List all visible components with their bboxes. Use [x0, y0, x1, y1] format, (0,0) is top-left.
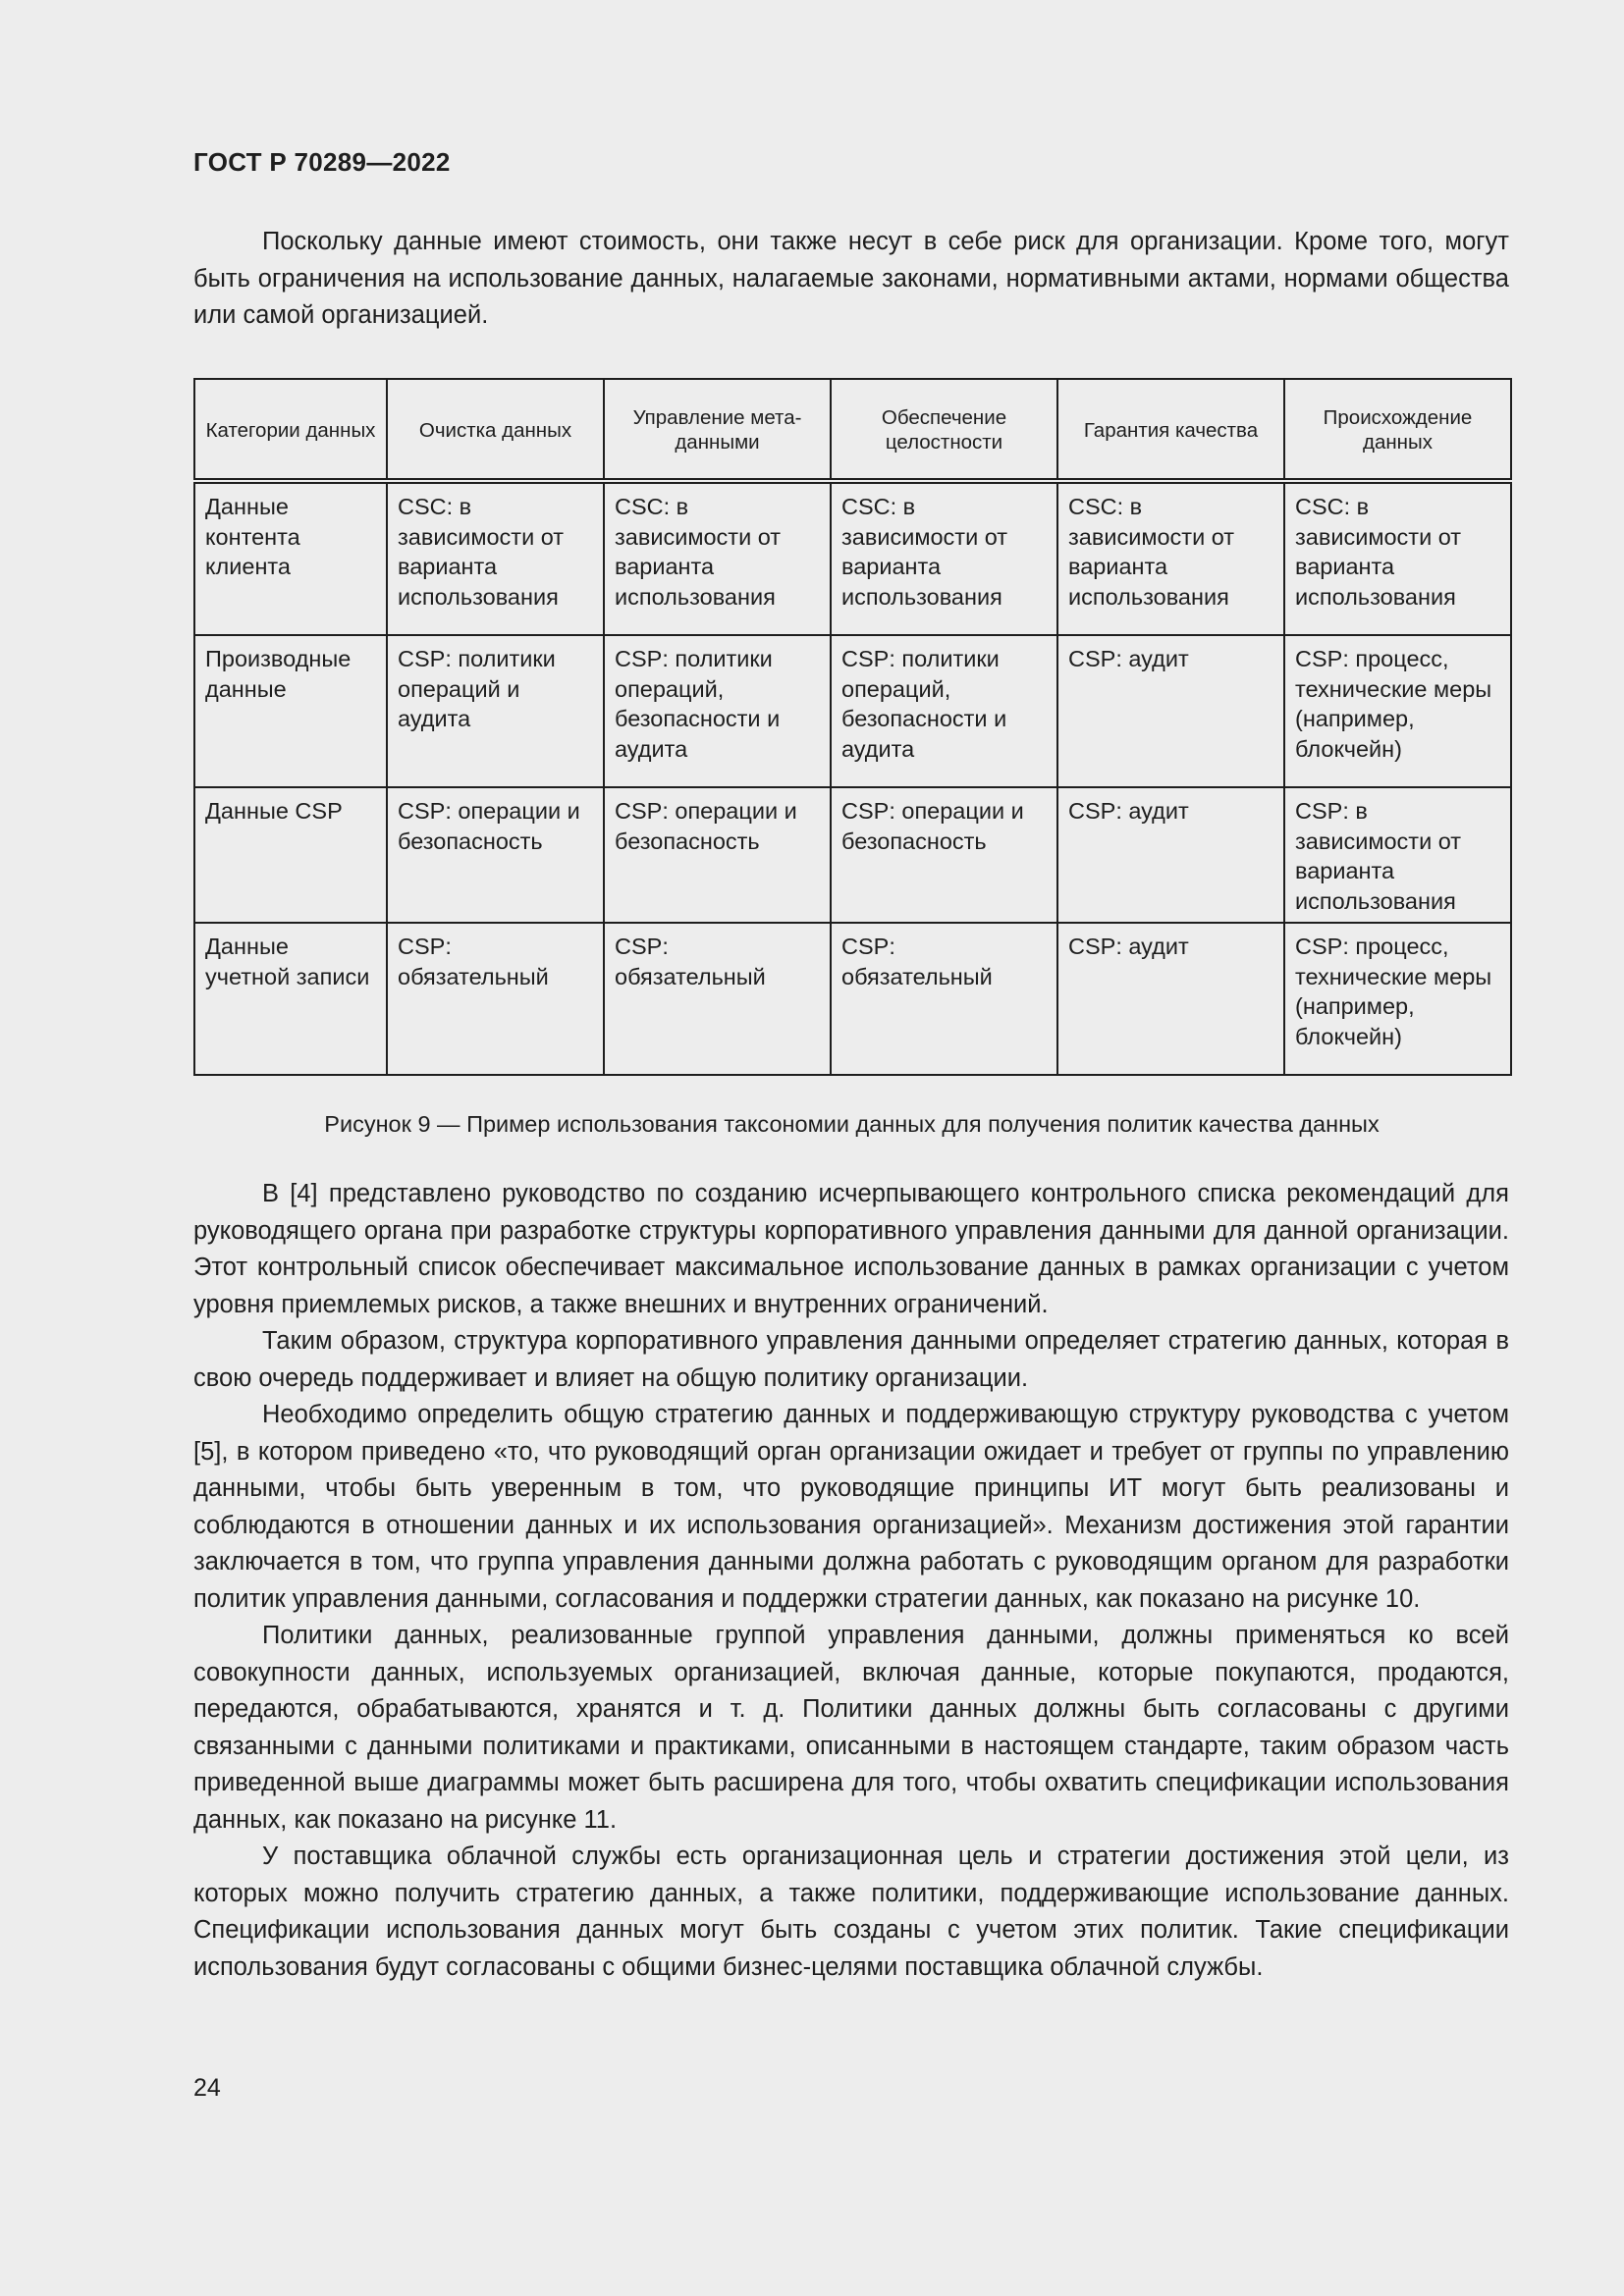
header-cell: Происхождение данных — [1284, 379, 1511, 481]
figure-caption: Рисунок 9 — Пример использования таксономии данных для получения политик качества данных — [324, 1111, 1380, 1137]
table-cell: CSP: операции и безопасность — [604, 787, 831, 923]
category-cell: Данные контента клиента — [194, 481, 387, 635]
body-paragraph: В [4] представлено руководство по созданию исчерпывающего контрольного списка рекомендаций для руководящего органа при разработке структуры корпоративного управления данными для данной организации. Этот контрольный список обеспечивает максимальное использование данных в рамках организации с учетом уровня приемлемых рисков, а также внешних и внутренних ограничений. — [193, 1180, 1509, 1318]
header-cell: Обеспечение целостности — [831, 379, 1057, 481]
intro-paragraph: Поскольку данные имеют стоимость, они также несут в себе риск для организации. Кроме того, могут быть ограничения на использование данных, налагаемые законами, нормативными актами, нормами общества или самой организацией. — [193, 228, 1509, 329]
table-cell: CSP: аудит — [1057, 635, 1284, 787]
table-cell: CSP: политики операций, безопасности и аудита — [604, 635, 831, 787]
table-row — [194, 481, 1511, 635]
table-cell: CSC: в зависимости от варианта использования — [387, 481, 604, 635]
data-taxonomy-table — [193, 378, 1512, 1076]
table-cell: CSP: аудит — [1057, 787, 1284, 923]
table-row — [194, 635, 1511, 787]
header-cell: Гарантия качества — [1057, 379, 1284, 481]
header-cell: Очистка данных — [387, 379, 604, 481]
table-cell: CSP: политики операций и аудита — [387, 635, 604, 787]
body-paragraph: Таким образом, структура корпоративного управления данными определяет стратегию данных, которая в свою очередь поддерживает и влияет на общую политику организации. — [193, 1327, 1509, 1392]
body-text — [193, 1176, 1509, 1986]
table-cell: CSC: в зависимости от варианта использования — [1284, 481, 1511, 635]
table-cell: CSP: операции и безопасность — [831, 787, 1057, 923]
table-header-row — [194, 379, 1511, 481]
table-cell: CSP: аудит — [1057, 923, 1284, 1075]
category-cell: Данные CSP — [194, 787, 387, 923]
document-header: ГОСТ Р 70289—2022 — [193, 147, 451, 177]
header-cell: Управление мета-данными — [604, 379, 831, 481]
table-row — [194, 787, 1511, 923]
table-cell: CSC: в зависимости от варианта использования — [831, 481, 1057, 635]
table-cell: CSP: политики операций, безопасности и аудита — [831, 635, 1057, 787]
table-cell: CSP: обязательный — [387, 923, 604, 1075]
page-number: 24 — [193, 2074, 221, 2102]
table-cell: CSC: в зависимости от варианта использования — [604, 481, 831, 635]
category-cell: Производные данные — [194, 635, 387, 787]
table-cell: CSP: обязательный — [604, 923, 831, 1075]
table-cell: CSC: в зависимости от варианта использования — [1057, 481, 1284, 635]
body-paragraph: Необходимо определить общую стратегию данных и поддерживающую структуру руководства с учетом [5], в котором приведено «то, что руководящий орган организации ожидает и требует от группы по управлению данными, чтобы быть уверенным в том, что руководящие принципы ИТ могут быть реализованы и соблюдаются в отношении данных и их использования организацией». Механизм достижения этой гарантии заключается в том, что группа управления данными должна работать с руководящим органом для разработки политик управления данными, согласования и поддержки стратегии данных, как показано на рисунке 10. — [193, 1401, 1509, 1613]
table-row — [194, 923, 1511, 1075]
table-cell: CSP: обязательный — [831, 923, 1057, 1075]
header-cell: Категории данных — [194, 379, 387, 481]
body-paragraph: У поставщика облачной службы есть организационная цель и стратегии достижения этой цели, из которых можно получить стратегию данных, а также политики, поддерживающие использование данных. Спецификации использования данных могут быть созданы с учетом этих политик. Такие спецификации использования будут согласованы с общими бизнес-целями поставщика облачной службы. — [193, 1842, 1509, 1981]
table-cell: CSP: в зависимости от варианта использования — [1284, 787, 1511, 923]
body-paragraph: Политики данных, реализованные группой управления данными, должны применяться ко всей совокупности данных, используемых организацией, включая данные, которые покупаются, продаются, передаются, обрабатываются, хранятся и т. д. Политики данных должны быть согласованы с другими связанными с данными политиками и практиками, описанными в настоящем стандарте, таким образом часть приведенной выше диаграммы может быть расширена для того, чтобы охватить спецификации использования данных, как показано на рисунке 11. — [193, 1622, 1509, 1834]
table-cell: CSP: процесс, технические меры (например, блокчейн) — [1284, 923, 1511, 1075]
table-cell: CSP: операции и безопасность — [387, 787, 604, 923]
table-cell: CSP: процесс, технические меры (например, блокчейн) — [1284, 635, 1511, 787]
category-cell: Данные учетной записи — [194, 923, 387, 1075]
